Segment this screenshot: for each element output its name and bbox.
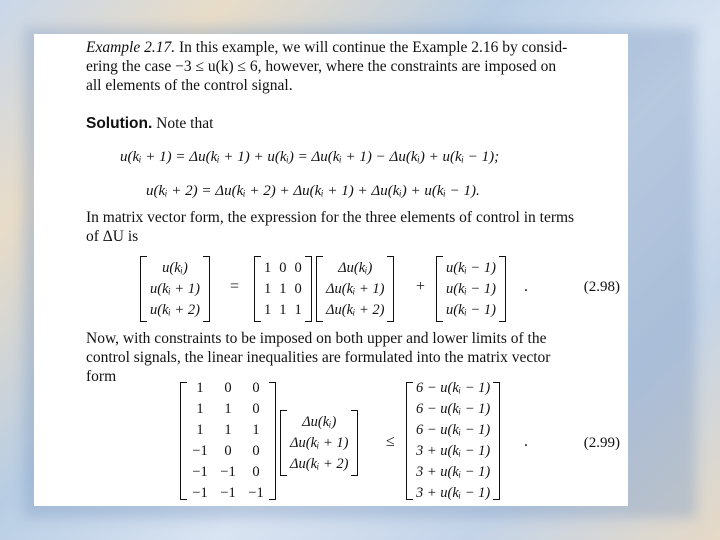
eq98-rhs-entry: u(kᵢ − 1) <box>446 301 496 318</box>
eq98-rhs-entry: u(kᵢ − 1) <box>446 259 496 276</box>
matrix-entry: −1 <box>192 464 208 480</box>
eq98-lhs-entry: u(kᵢ + 2) <box>150 301 200 318</box>
eq99-constraint-matrix <box>180 382 276 500</box>
bound-entry: 3 + u(kᵢ − 1) <box>416 485 491 501</box>
eq99-bounds-vector <box>406 382 500 500</box>
eq99-period: . <box>524 433 528 450</box>
matrix-entry: −1 <box>220 485 236 501</box>
eq98-rhs-vector <box>436 256 506 322</box>
bound-entry: 6 − u(kᵢ − 1) <box>416 422 491 438</box>
eq99-less-equal: ≤ <box>386 433 395 450</box>
example-paragraph <box>86 38 626 95</box>
matrix-entry: −1 <box>192 443 208 459</box>
eq98-plus: + <box>416 278 426 295</box>
solution-label: Solution. <box>86 115 153 132</box>
constraints-paragraph <box>86 329 626 386</box>
matrix-form-text-2: of ΔU is <box>86 228 139 245</box>
matrix-entry: 0 <box>252 401 260 417</box>
bound-entry: 3 + u(kᵢ − 1) <box>416 464 491 480</box>
matrix-entry: 0 <box>252 464 260 480</box>
delta-u-entry: Δu(kᵢ + 2) <box>290 455 349 472</box>
matrix-entry: −1 <box>220 464 236 480</box>
example-text-2: ering the case −3 ≤ u(k) ≤ 6, however, where the constraints are imposed on <box>86 58 557 75</box>
delta-u-entry: Δu(kᵢ) <box>338 259 373 276</box>
matrix-entry: 0 <box>252 380 260 396</box>
matrix-entry: 1 <box>294 301 302 318</box>
matrix-entry: 0 <box>224 380 232 396</box>
delta-u-entry: Δu(kᵢ + 2) <box>326 301 385 318</box>
eq98-lower-triangular-matrix <box>254 256 312 322</box>
delta-u-entry: Δu(kᵢ + 1) <box>326 280 385 297</box>
eq98-rhs-entry: u(kᵢ − 1) <box>446 280 496 297</box>
matrix-entry: 1 <box>279 280 287 297</box>
matrix-entry: 1 <box>264 259 272 276</box>
constraints-text-1: Now, with constraints to be imposed on both upper and lower limits of the <box>86 330 547 347</box>
example-label: Example 2.17. <box>86 39 176 56</box>
matrix-entry: 1 <box>224 422 232 438</box>
constraints-text-2: control signals, the linear inequalities are formulated into the matrix vector <box>86 349 551 366</box>
eq98-period: . <box>524 278 528 295</box>
equation-2: u(kᵢ + 2) = Δu(kᵢ + 2) + Δu(kᵢ + 1) + Δu(kᵢ) + u(kᵢ − 1). <box>146 183 480 199</box>
matrix-entry: 0 <box>252 443 260 459</box>
bound-entry: 6 − u(kᵢ − 1) <box>416 380 491 396</box>
matrix-entry: 1 <box>196 401 204 417</box>
matrix-entry: −1 <box>192 485 208 501</box>
matrix-entry: 1 <box>196 422 204 438</box>
matrix-entry: 0 <box>279 259 287 276</box>
matrix-entry: 1 <box>279 301 287 318</box>
delta-u-entry: Δu(kᵢ) <box>302 413 337 430</box>
matrix-entry: −1 <box>248 485 264 501</box>
matrix-entry: 1 <box>264 280 272 297</box>
bound-entry: 6 − u(kᵢ − 1) <box>416 401 491 417</box>
eq98-lhs-vector <box>140 256 210 322</box>
solution-line <box>86 114 626 133</box>
matrix-entry: 0 <box>224 443 232 459</box>
example-text-1: In this example, we will continue the Example 2.16 by consid- <box>175 39 568 56</box>
matrix-form-text-1: In matrix vector form, the expression for the three elements of control in terms <box>86 209 575 226</box>
eq98-delta-u-vector <box>316 256 394 322</box>
equation-number-2-99: (2.99) <box>583 435 620 451</box>
constraints-text-3: form <box>86 368 117 385</box>
matrix-entry: 1 <box>196 380 204 396</box>
eq98-lhs-entry: u(kᵢ) <box>162 259 188 276</box>
equation-number-2-98: (2.98) <box>583 279 620 295</box>
example-text-3: all elements of the control signal. <box>86 77 293 94</box>
matrix-entry: 0 <box>294 280 302 297</box>
matrix-entry: 1 <box>224 401 232 417</box>
bound-entry: 3 + u(kᵢ − 1) <box>416 443 491 459</box>
matrix-entry: 1 <box>264 301 272 318</box>
equation-1: u(kᵢ + 1) = Δu(kᵢ + 1) + u(kᵢ) = Δu(kᵢ + 1) − Δu(kᵢ) + u(kᵢ − 1); <box>120 149 500 165</box>
eq98-lhs-entry: u(kᵢ + 1) <box>150 280 200 297</box>
matrix-entry: 0 <box>294 259 302 276</box>
eq99-delta-u-vector <box>280 410 358 476</box>
solution-text: Note that <box>152 115 214 132</box>
matrix-entry: 1 <box>252 422 260 438</box>
delta-u-entry: Δu(kᵢ + 1) <box>290 434 349 451</box>
eq98-equals: = <box>230 278 240 295</box>
matrix-form-paragraph <box>86 208 626 246</box>
textbook-page <box>34 34 628 506</box>
